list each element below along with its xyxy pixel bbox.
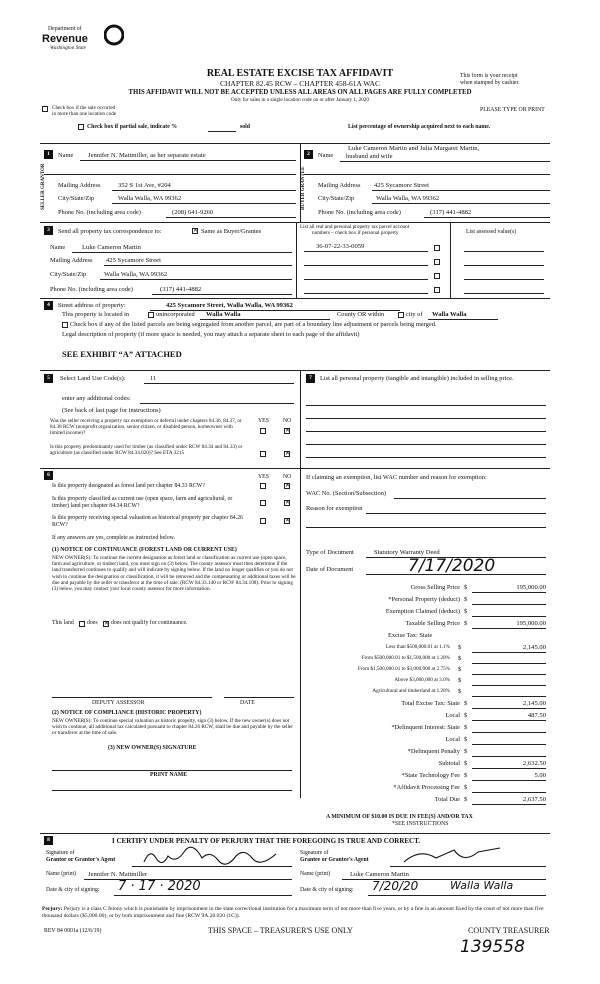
- corr-name-value: Luke Cameron Martin: [82, 244, 141, 251]
- unincorporated-checkbox[interactable]: [148, 312, 154, 318]
- seller-city-line[interactable]: [112, 203, 296, 204]
- assessed-line-3[interactable]: [464, 279, 544, 280]
- grantee-name-value: Luke Cameron Martin: [350, 871, 409, 878]
- sold-label: sold: [240, 124, 250, 130]
- personal-property-checkbox-1[interactable]: [434, 245, 440, 251]
- sec5-q1-yes[interactable]: [260, 428, 266, 434]
- seller-city-label: City/State/Zip: [58, 195, 95, 202]
- delinq-state-label: *Delinquent Interest: State: [391, 724, 460, 731]
- partial-sale-label: Check box if partial sale, indicate %: [87, 124, 178, 130]
- buyer-mailing-value: 425 Sycamore Street: [374, 182, 429, 189]
- corr-city-value: Walla Walla, WA 99362: [104, 271, 168, 278]
- form-title: REAL ESTATE EXCISE TAX AFFIDAVIT: [206, 68, 394, 79]
- total-state-value: 2,145.00: [522, 700, 546, 707]
- subtotal-label: Subtotal: [438, 760, 460, 767]
- parcel-line-4[interactable]: [304, 293, 428, 294]
- buyer-city-label: City/State/Zip: [318, 195, 355, 202]
- corr-phone-line[interactable]: [152, 294, 292, 295]
- wac-number-line[interactable]: [394, 498, 546, 499]
- tier2-label: From $500,000.01 to $1,500,000 at 1.28%: [361, 655, 450, 661]
- section-2-number: 2: [304, 150, 313, 159]
- total-due-value: 2,637.50: [522, 796, 546, 803]
- corr-mailing-label: Mailing Address: [50, 257, 93, 264]
- personal-property-checkbox-4[interactable]: [434, 287, 440, 293]
- additional-codes-label: enter any additional codes:: [62, 395, 131, 402]
- grantee-name-label: Name (print): [300, 871, 331, 877]
- percent-ownership-note: List percentage of ownership acquired next to each name.: [348, 124, 491, 130]
- revenue-logo: [40, 22, 140, 62]
- grantee-sig-label-1: Signature of: [300, 850, 329, 856]
- delinq-penalty-label: *Delinquent Penalty: [407, 748, 460, 755]
- seller-name-label: Name: [58, 152, 74, 159]
- grantee-city-value: Walla Walla: [450, 879, 514, 892]
- revenue-swirl-icon: [104, 24, 124, 46]
- buyer-phone-label: Phone No. (including area code): [318, 209, 401, 216]
- notice1-title: (1) NOTICE OF CONTINUANCE (FOREST LAND OR CURRENT USE): [52, 547, 237, 553]
- corr-phone-value: (317) 441-4882: [160, 286, 202, 293]
- additional-codes-line[interactable]: [140, 403, 294, 404]
- tech-fee-value: 5.00: [534, 772, 546, 779]
- seller-phone-label: Phone No. (including area code): [58, 209, 141, 216]
- section-6-number: 6: [44, 471, 53, 480]
- seller-name-line[interactable]: [80, 160, 296, 161]
- sec6-q1-no[interactable]: ✕: [285, 483, 291, 489]
- exemption-reason-label: Reason for exemption: [306, 505, 363, 512]
- parcel-line-1[interactable]: [304, 251, 428, 252]
- deputy-label: DEPUTY ASSESSOR: [92, 700, 145, 706]
- same-as-buyer-checkbox[interactable]: ✕: [193, 228, 199, 234]
- sec6-question-1: Is this property designated as forest land per chapter 84.33 RCW?: [52, 483, 205, 489]
- assessed-line-1[interactable]: [464, 251, 544, 252]
- doc-date-label: Date of Document: [306, 566, 354, 573]
- minimum-due-note: A MINIMUM OF $10.00 IS DUE IN FEE(S) AND/OR TAX: [326, 814, 473, 820]
- deputy-signature-line[interactable]: [52, 697, 212, 698]
- receipt-note-2: when stamped by cashier.: [460, 80, 520, 86]
- sec5-q2-no[interactable]: ✕: [285, 451, 291, 457]
- corr-mailing-value: 425 Sycamore Street: [106, 257, 161, 264]
- section-8-number: 8: [44, 836, 53, 845]
- sec6-yes-header: YES: [258, 474, 269, 480]
- tier5-label: Agricultural and timberland at 1.28%: [372, 688, 450, 694]
- perjury-title: Perjury:: [42, 906, 63, 912]
- street-label: Street address of property:: [58, 302, 126, 309]
- does-label: does: [87, 620, 98, 626]
- sec6-q2-no[interactable]: ✕: [285, 500, 291, 506]
- sec6-q3-yes[interactable]: [260, 518, 266, 524]
- parcel-header-2: numbers – check box if personal property: [312, 230, 399, 236]
- grantor-name-value: Jennifer N. Mattmiller: [88, 871, 148, 878]
- gross-label: Gross Selling Price: [410, 584, 460, 591]
- grantee-date-label: Date & city of signing:: [300, 887, 354, 893]
- receipt-number: 139558: [460, 937, 525, 957]
- land-use-label: Select Land Use Code(s):: [60, 375, 126, 382]
- sec5-q2-yes[interactable]: [260, 451, 266, 457]
- sec5-yes-header: YES: [258, 418, 269, 424]
- unincorporated-value: Walla Walla: [206, 311, 241, 318]
- land-use-value: 11: [150, 375, 157, 382]
- corr-mailing-line[interactable]: [104, 265, 292, 266]
- city-of-label: city of: [406, 311, 423, 318]
- new-owner-sig-line[interactable]: [52, 770, 292, 771]
- buyer-phone-value: (317) 441-4882: [430, 209, 472, 216]
- only-for-note: Only for sales in a single location code on or after January 1, 2020: [230, 97, 369, 103]
- personal-property-checkbox-3[interactable]: [434, 273, 440, 279]
- tier4-label: Above $3,000,000 at 3.0%: [394, 677, 450, 683]
- personal-deduct-label: *Personal Property (deduct): [388, 596, 460, 603]
- section-1-number: 1: [44, 150, 53, 159]
- segregated-checkbox[interactable]: [62, 322, 68, 328]
- certify-statement: I CERTIFY UNDER PENALTY OF PERJURY THAT THE FOREGOING IS TRUE AND CORRECT.: [112, 837, 421, 845]
- correspondence-label: Send all property tax correspondence to:: [58, 228, 162, 235]
- treasurer-use-only: THIS SPACE – TREASURER'S USE ONLY: [208, 926, 353, 935]
- type-or-print: PLEASE TYPE OR PRINT: [480, 107, 545, 113]
- sec6-q3-no[interactable]: ✕: [285, 518, 291, 524]
- assessed-line-2[interactable]: [464, 265, 544, 266]
- notice2-title: (2) NOTICE OF COMPLIANCE (HISTORIC PROPERTY): [52, 710, 202, 716]
- sec5-question-2: Is this property predominantly used for timber (as classified under RCW 84.34 and 84.33) or agriculture (as classified under RCW 84.34.020)? See ETA 3215: [50, 444, 243, 456]
- print-name-line[interactable]: [52, 790, 292, 791]
- sec5-q1-no[interactable]: ✕: [285, 428, 291, 434]
- located-label: This property is located in: [62, 311, 130, 318]
- sec5-no-header: NO: [283, 418, 292, 424]
- unincorporated-label: unincorporated: [156, 311, 195, 318]
- assessed-line-4[interactable]: [464, 293, 544, 294]
- affidavit-fee-label: *Affidavit Processing Fee: [393, 784, 460, 791]
- total-state-label: Total Excise Tax: State: [401, 700, 460, 707]
- gross-value: 195,000.00: [516, 584, 546, 591]
- sec6-question-2: Is this property classified as current use (open space, farm and agricultural, or timber) land per chapter 84.34 RCW?: [52, 496, 233, 509]
- sec5-question-1: Was the seller receiving a property tax exemption or deferral under chapters 84.36, 84.37, or 84.38 RCW (nonprofit organization, senior citizen, or disabled person, homeowner with limited income)?: [50, 418, 242, 436]
- seller-mailing-label: Mailing Address: [58, 182, 101, 189]
- corr-phone-label: Phone No. (including area code): [50, 286, 133, 293]
- corr-name-label: Name: [50, 244, 66, 251]
- county-or-label: County OR within: [337, 311, 385, 318]
- doc-type-label: Type of Document: [306, 549, 354, 556]
- legal-desc-label: Legal description of property (if more space is needed, you may attach a separate sheet to each page of the affidavit): [62, 331, 360, 338]
- buyer-vertical-label: BUYER GRANTEE: [301, 166, 306, 210]
- city-of-checkbox[interactable]: [398, 312, 404, 318]
- dept-line3: Washington State: [50, 45, 86, 51]
- parcel-number-value: 36-07-22-33-0059: [316, 243, 365, 250]
- section-4-number: 4: [44, 301, 53, 310]
- sec6-q1-yes[interactable]: [260, 483, 266, 489]
- section-5-number: 5: [44, 374, 53, 383]
- partial-percent-field[interactable]: [208, 131, 236, 132]
- corr-city-label: City/State/Zip: [50, 271, 87, 278]
- see-instructions-note: *SEE INSTRUCTIONS: [392, 821, 449, 827]
- deputy-date-label: DATE: [240, 700, 255, 706]
- exemption-deduct-line[interactable]: [472, 616, 546, 617]
- seller-city-value: Walla Walla, WA 99362: [118, 195, 182, 202]
- buyer-city-line[interactable]: [372, 203, 550, 204]
- exhibit-note: SEE EXHIBIT “A” ATTACHED: [62, 349, 182, 359]
- grantee-signature[interactable]: [400, 844, 510, 868]
- does-checkbox[interactable]: [79, 621, 85, 627]
- buyer-name-label: Name: [318, 152, 334, 159]
- grantor-date-value: 7 · 17 · 2020: [118, 879, 201, 894]
- corr-city-line[interactable]: [100, 279, 292, 280]
- does-not-checkbox[interactable]: ✕: [104, 621, 110, 627]
- tech-fee-label: *State Technology Fee: [401, 772, 460, 779]
- form-number: REV 84 0001a (12/6/19): [44, 928, 102, 934]
- buyer-city-value: Walla Walla, WA 99362: [376, 195, 440, 202]
- city-of-value: Walla Walla: [432, 311, 467, 318]
- does-not-label: does not qualify for continuance.: [111, 620, 188, 626]
- taxable-label: Taxable Selling Price: [405, 620, 460, 627]
- receipt-note-1: This form is your receipt: [460, 73, 518, 79]
- taxable-value: 195,000.00: [516, 620, 546, 627]
- grantor-sig-label-2: Grantor or Grantor's Agent: [46, 857, 116, 863]
- wac-claim-label: If claiming an exemption, list WAC number and reason for exemption:: [306, 474, 487, 481]
- personal-property-checkbox-2[interactable]: [434, 259, 440, 265]
- notice1-body: NEW OWNER(S): To continue the current designation as forest land or classification as current use (open space, farm and agriculture, or timber) land, you must sign on (3) below. The county assessor must then determine if the land transferred continues to qualify and will indicate by signing below. If the land no longer qualifies or you do not wish to continue the designation or classification, it will be removed and the compensating or additional taxes will be due and payable by the seller or transferor at the time of sale. (RCW 84.33.140 or RCW 84.34.108). Prior to signing (3) below, you may contact your local county assessor for more information.: [52, 555, 296, 593]
- tier1-value: 2,145.00: [522, 644, 546, 651]
- section-7-number: 7: [306, 374, 315, 383]
- local-label: Local: [445, 712, 460, 719]
- perjury-text: Perjury is a class C felony which is punishable by imprisonment in the state correctional institution for a maximum term of not more than five years, or by a fine in an amount fixed by the court of not more than five thousand dollars ($5,000.00), or by both imprisonment and fine (RCW 9A.20.020 (1C)).: [42, 906, 544, 919]
- street-value: 425 Sycamore Street, Walla Walla, WA 99362: [166, 302, 293, 309]
- see-back-note: (See back of last page for instructions): [62, 407, 161, 414]
- this-land-label: This land: [52, 620, 74, 626]
- seller-mailing-line[interactable]: [112, 190, 296, 191]
- land-use-line[interactable]: [144, 383, 294, 384]
- excise-state-label: Excise Tax: State: [388, 632, 433, 639]
- seller-name-value: Jennifer N. Mattmiller, as her separate estate: [88, 152, 206, 159]
- seller-vertical-label: SELLER GRANTOR: [41, 163, 46, 210]
- grantee-date-value: 7/20/20: [372, 879, 419, 893]
- corr-name-line[interactable]: [72, 252, 292, 253]
- exemption-reason-line[interactable]: [366, 513, 546, 514]
- delinq-local-label: Local: [445, 736, 460, 743]
- grantee-sig-label-2: Grantee or Grantee's Agent: [300, 857, 369, 863]
- buyer-name-value-1: Luke Cameron Martin and Julia Margaret Martin,: [348, 145, 480, 152]
- doc-date-value: 7/17/2020: [408, 556, 496, 576]
- section-3-number: 3: [44, 226, 53, 235]
- notice2-body: NEW OWNER(S): To continue special valuation as historic property, sign (3) below. If the new owner(s) does not wish to continue, all additional tax calculated pursuant to chapter 84.26 RCW, shall be due and payable by the seller or transferor at the time of sale.: [52, 718, 293, 737]
- buyer-mailing-label: Mailing Address: [318, 182, 361, 189]
- parcel-line-2[interactable]: [304, 265, 428, 266]
- form-warning: THIS AFFIDAVIT WILL NOT BE ACCEPTED UNLESS ALL AREAS ON ALL PAGES ARE FULLY COMPLETED: [128, 89, 472, 96]
- tier3-label: From $1,500,000.01 to $3,000,000 at 2.75%: [357, 666, 450, 672]
- sec6-question-3: Is this property receiving special valuation as historical property per chapter 84.26 RCW?: [52, 515, 243, 528]
- deputy-date-line[interactable]: [224, 697, 294, 698]
- parcel-header-1: List all real and personal property tax parcel account: [300, 224, 410, 230]
- check-multi-label-2: in more than one location code: [52, 111, 117, 117]
- personal-deduct-line[interactable]: [472, 604, 546, 605]
- assessed-header: List assessed value(s): [466, 229, 517, 235]
- subtotal-value: 2,632.50: [522, 760, 546, 767]
- segregated-label: Check box if any of the listed parcels are being segregated from another parcel, are part of a boundary line adjustment or parcels being merged.: [70, 321, 437, 328]
- buyer-name-value-2: husband and wife: [346, 153, 393, 160]
- parcel-line-3[interactable]: [304, 279, 428, 280]
- buyer-mailing-line[interactable]: [372, 190, 550, 191]
- dept-line1: Department of: [48, 26, 82, 32]
- partial-sale-checkbox[interactable]: [78, 124, 84, 130]
- form-subtitle: CHAPTER 82.45 RCW – CHAPTER 458-61A WAC: [220, 79, 380, 88]
- seller-phone-value: (208) 641-9260: [172, 209, 214, 216]
- sec6-no-header: NO: [283, 474, 292, 480]
- county-treasurer: COUNTY TREASURER: [468, 926, 550, 935]
- doc-type-value: Statutory Warranty Deed: [374, 549, 440, 556]
- sec6-if-yes: If any answers are yes, complete as instructed below.: [52, 535, 175, 541]
- grantor-signature[interactable]: [140, 846, 290, 868]
- personal-property-label: List all personal property (tangible and intangible) included in selling price.: [320, 375, 514, 382]
- seller-phone-line[interactable]: [166, 217, 296, 218]
- grantor-sig-label-1: Signature of: [46, 850, 75, 856]
- same-as-buyer-label: Same as Buyer/Grantee: [201, 228, 262, 235]
- tier1-label: Less than $500,000.01 at 1.1%: [385, 644, 450, 650]
- check-multi-label-1: Check box if the sale occurred: [52, 105, 116, 111]
- wac-number-label: WAC No. (Section/Subsection): [306, 490, 387, 497]
- perjury-notice: [42, 906, 550, 920]
- new-owner-sig-label: (3) NEW OWNER(S) SIGNATURE: [108, 745, 197, 751]
- exemption-deduct-label: Exemption Claimed (deduct): [385, 608, 460, 615]
- multi-location-checkbox[interactable]: [42, 106, 48, 112]
- buyer-phone-line[interactable]: [424, 217, 550, 218]
- print-name-label: PRINT NAME: [150, 772, 188, 778]
- sec6-q2-yes[interactable]: [260, 500, 266, 506]
- total-due-label: Total Due: [434, 796, 460, 803]
- doc-date-line[interactable]: [366, 574, 546, 575]
- buyer-name-line[interactable]: [340, 161, 550, 162]
- grantor-date-label: Date & city of signing:: [46, 887, 100, 893]
- grantor-name-label: Name (print): [46, 871, 77, 877]
- seller-mailing-value: 352 S 1st Ave, #204: [118, 182, 171, 189]
- dept-line2: Revenue: [42, 33, 88, 45]
- local-value: 487.50: [527, 712, 546, 719]
